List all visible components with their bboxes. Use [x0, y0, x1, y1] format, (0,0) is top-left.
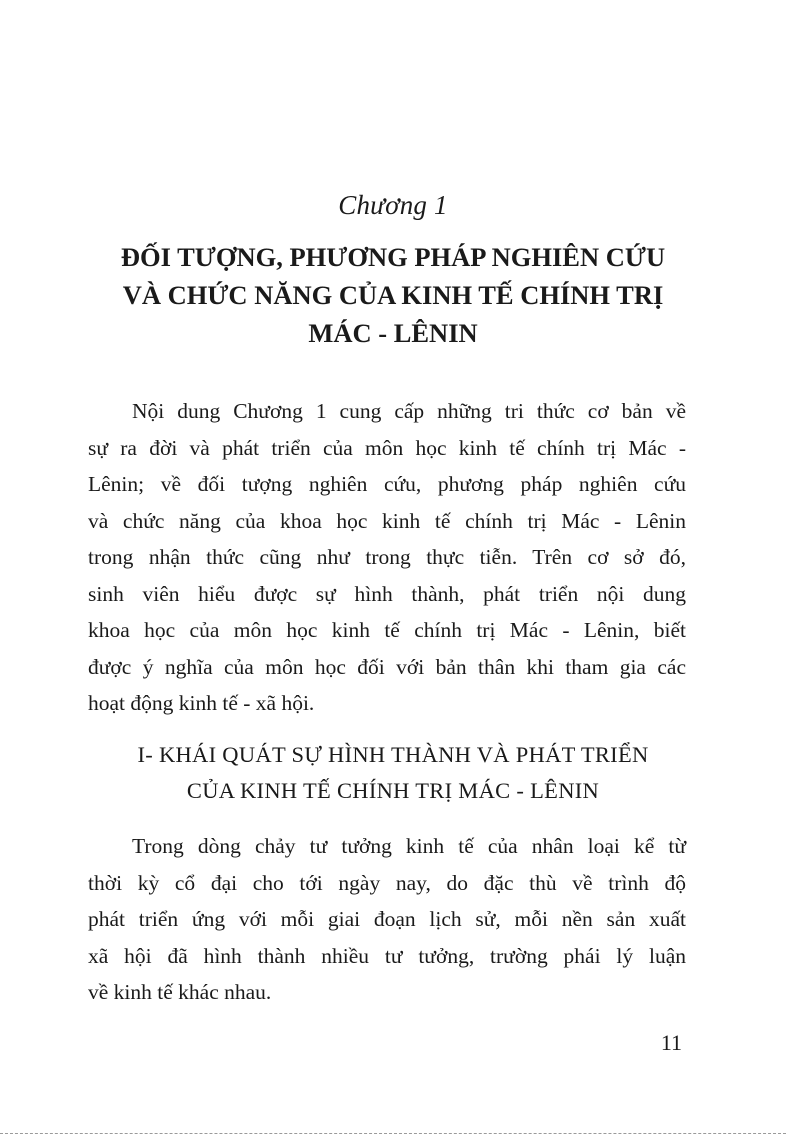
section-heading-line: I- KHÁI QUÁT SỰ HÌNH THÀNH VÀ PHÁT TRIỂN [137, 742, 649, 767]
section-heading [60, 737, 726, 809]
section-heading-line: CỦA KINH TẾ CHÍNH TRỊ MÁC - LÊNIN [186, 778, 600, 803]
paragraph-line: thời kỳ cổ đại cho tới ngày nay, do đặc thù về trình độ [88, 870, 686, 895]
paragraph-line: Lênin; về đối tượng nghiên cứu, phương pháp nghiên cứu [88, 472, 686, 496]
paragraph-line: xã hội đã hình thành nhiều tư tưởng, trường phái lý luận [88, 943, 686, 968]
intro-paragraph [88, 393, 686, 722]
paragraph-line: Nội dung Chương 1 cung cấp những tri thức cơ bản về [132, 399, 686, 423]
chapter-title-line: VÀ CHỨC NĂNG CỦA KINH TẾ CHÍNH TRỊ [122, 280, 664, 310]
paragraph-line: khoa học của môn học kinh tế chính trị Mác - Lênin, biết [88, 618, 686, 642]
paragraph-line: sự ra đời và phát triển của môn học kinh tế chính trị Mác - [88, 435, 686, 460]
paragraph-line: và chức năng của khoa học kinh tế chính trị Mác - Lênin [88, 508, 686, 533]
chapter-title [60, 238, 726, 352]
paragraph-line: trong nhận thức cũng như trong thực tiễn. Trên cơ sở đó, [88, 545, 686, 569]
section-paragraph [88, 828, 686, 1011]
chapter-label: Chương 1 [338, 190, 448, 220]
paragraph-line: sinh viên hiểu được sự hình thành, phát triển nội dung [88, 581, 686, 606]
page-number: 11 [660, 1030, 682, 1055]
page-bottom-edge [0, 1133, 786, 1134]
paragraph-line: Trong dòng chảy tư tưởng kinh tế của nhân loại kể từ [132, 834, 686, 858]
paragraph-line: được ý nghĩa của môn học đối với bản thân khi tham gia các [88, 654, 686, 679]
paragraph-line: phát triển ứng với mỗi giai đoạn lịch sử, mỗi nền sản xuất [88, 907, 686, 931]
paragraph-line: hoạt động kinh tế - xã hội. [88, 691, 315, 715]
chapter-title-line: MÁC - LÊNIN [308, 318, 478, 348]
paragraph-line: về kinh tế khác nhau. [88, 980, 272, 1004]
chapter-title-line: ĐỐI TƯỢNG, PHƯƠNG PHÁP NGHIÊN CỨU [120, 242, 666, 272]
